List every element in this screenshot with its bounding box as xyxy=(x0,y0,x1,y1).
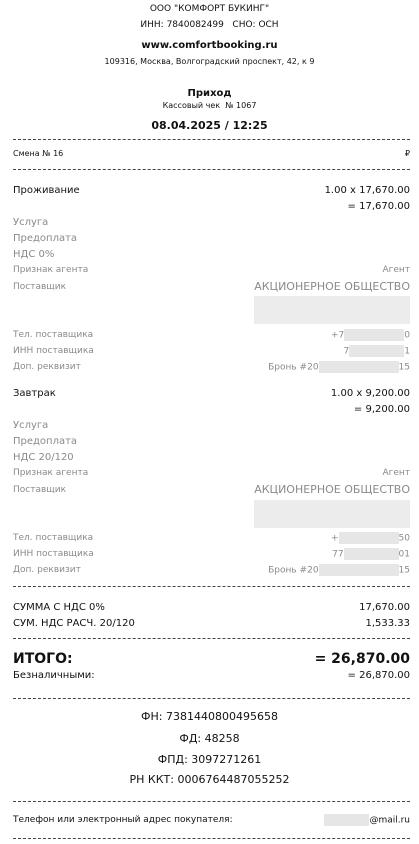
fiscal-rn: РН ККТ: 0006764487055252 xyxy=(129,773,290,786)
inn-label: ИНН поставщика xyxy=(13,549,94,559)
item-attr-row xyxy=(13,420,410,431)
vat0-row xyxy=(13,602,410,613)
extra-label: Доп. реквизит xyxy=(13,565,81,575)
item-name: Проживание xyxy=(13,185,80,196)
divider xyxy=(13,169,410,170)
redacted-block xyxy=(319,361,399,373)
divider xyxy=(13,139,410,140)
agent-label: Признак агента xyxy=(13,265,89,275)
redacted-block xyxy=(254,500,410,528)
inn-end: 1 xyxy=(404,346,410,357)
divider xyxy=(13,698,410,699)
phone-value xyxy=(331,532,410,544)
shift-label: Смена № 16 xyxy=(13,149,64,158)
doc-type: Приход xyxy=(187,88,232,99)
item-supplier-row xyxy=(13,483,410,496)
company-name: ООО "КОМФОРТ БУКИНГ" xyxy=(149,4,270,14)
item-vat: НДС 0% xyxy=(13,249,55,260)
item-extra-row xyxy=(13,564,410,576)
fiscal-fn: ФН: 7381440800495658 xyxy=(141,710,278,723)
supplier-label: Поставщик xyxy=(13,484,67,495)
item-attr-row xyxy=(13,249,410,260)
redacted-block xyxy=(344,329,404,341)
inn-value xyxy=(332,548,410,560)
item-inn-row xyxy=(13,345,410,357)
extra-value xyxy=(268,564,410,576)
phone-end: 50 xyxy=(398,533,410,544)
currency-sign: ₽ xyxy=(404,149,410,158)
item-total-row xyxy=(13,201,410,212)
item-row-name xyxy=(13,388,410,399)
item-vat: НДС 20/120 xyxy=(13,452,74,463)
item-qty-price: 1.00 x 17,670.00 xyxy=(324,185,410,196)
phone-label: Тел. поставщика xyxy=(13,533,94,543)
extra-label: Доп. реквизит xyxy=(13,362,81,372)
vat20-label: СУМ. НДС РАСЧ. 20/120 xyxy=(13,618,135,629)
extra-value xyxy=(268,361,410,373)
item-prepay: Предоплата xyxy=(13,436,78,447)
vat20-row xyxy=(13,618,410,629)
supplier-value: АКЦИОНЕРНОЕ ОБЩЕСТВО xyxy=(254,483,410,496)
extra-end: 15 xyxy=(398,362,410,373)
item-attr-row xyxy=(13,233,410,244)
total-value: = 26,870.00 xyxy=(314,651,410,667)
phone-start: +7 xyxy=(330,330,345,341)
item-service: Услуга xyxy=(13,217,49,228)
item-total: = 17,670.00 xyxy=(347,201,410,212)
vat0-label: СУММА С НДС 0% xyxy=(13,602,105,613)
item-total-row xyxy=(13,404,410,415)
redacted-block xyxy=(319,564,399,576)
fiscal-fd: ФД: 48258 xyxy=(179,732,240,745)
website: www.comfortbooking.ru xyxy=(141,40,278,51)
item-inn-row xyxy=(13,548,410,560)
redacted-block xyxy=(339,532,399,544)
phone-start: + xyxy=(331,533,339,544)
agent-label: Признак агента xyxy=(13,468,89,478)
agent-value: Агент xyxy=(382,468,410,478)
receipt-datetime: 08.04.2025 / 12:25 xyxy=(151,119,268,132)
item-attr-row xyxy=(13,217,410,228)
total-row xyxy=(13,651,410,667)
item-phone-row xyxy=(13,329,410,341)
extra-start: Бронь #20 xyxy=(268,362,319,373)
address: 109316, Москва, Волгоградский проспект, 42, к 9 xyxy=(104,57,315,66)
extra-start: Бронь #20 xyxy=(268,565,319,576)
inn-end: 01 xyxy=(398,549,410,560)
item-qty-price: 1.00 x 9,200.00 xyxy=(330,388,410,399)
buyer-row xyxy=(13,814,410,826)
buyer-email xyxy=(324,814,410,826)
extra-end: 15 xyxy=(398,565,410,576)
item-agent-row xyxy=(13,265,410,275)
phone-end: 0 xyxy=(404,330,410,341)
divider xyxy=(13,801,410,802)
redacted-block xyxy=(349,345,404,357)
cashless-value: = 26,870.00 xyxy=(347,670,410,681)
phone-label: Тел. поставщика xyxy=(13,330,94,340)
item-attr-row xyxy=(13,452,410,463)
shift-row xyxy=(13,149,410,158)
item-name: Завтрак xyxy=(13,388,56,399)
divider xyxy=(13,638,410,639)
inn-value xyxy=(344,345,410,357)
cashless-row xyxy=(13,670,410,681)
item-service: Услуга xyxy=(13,420,49,431)
total-label: ИТОГО: xyxy=(13,651,73,667)
supplier-value: АКЦИОНЕРНОЕ ОБЩЕСТВО xyxy=(254,280,410,293)
redacted-block xyxy=(344,548,399,560)
buyer-email-end: @mail.ru xyxy=(369,815,410,826)
item-agent-row xyxy=(13,468,410,478)
redacted-block xyxy=(254,296,410,324)
item-phone-row xyxy=(13,532,410,544)
item-supplier-row xyxy=(13,280,410,293)
fiscal-fpd: ФПД: 3097271261 xyxy=(157,753,262,766)
inn-label: ИНН поставщика xyxy=(13,346,94,356)
supplier-label: Поставщик xyxy=(13,281,67,292)
item-row-name xyxy=(13,185,410,196)
redacted-block xyxy=(324,814,369,826)
receipt-number: Кассовый чек № 1067 xyxy=(162,101,257,110)
item-prepay: Предоплата xyxy=(13,233,78,244)
inn-start: 77 xyxy=(332,549,344,560)
divider xyxy=(13,838,410,839)
item-total: = 9,200.00 xyxy=(353,404,410,415)
vat0-value: 17,670.00 xyxy=(359,602,410,613)
item-attr-row xyxy=(13,436,410,447)
buyer-label: Телефон или электронный адрес покупателя: xyxy=(13,815,233,825)
agent-value: Агент xyxy=(382,265,410,275)
vat20-value: 1,533.33 xyxy=(365,618,410,629)
divider xyxy=(13,586,410,587)
phone-value xyxy=(331,329,410,341)
item-extra-row xyxy=(13,361,410,373)
cashless-label: Безналичными: xyxy=(13,670,95,681)
inn-line: ИНН: 7840082499 СНО: ОСН xyxy=(140,20,279,30)
inn-start: 7 xyxy=(343,346,350,357)
